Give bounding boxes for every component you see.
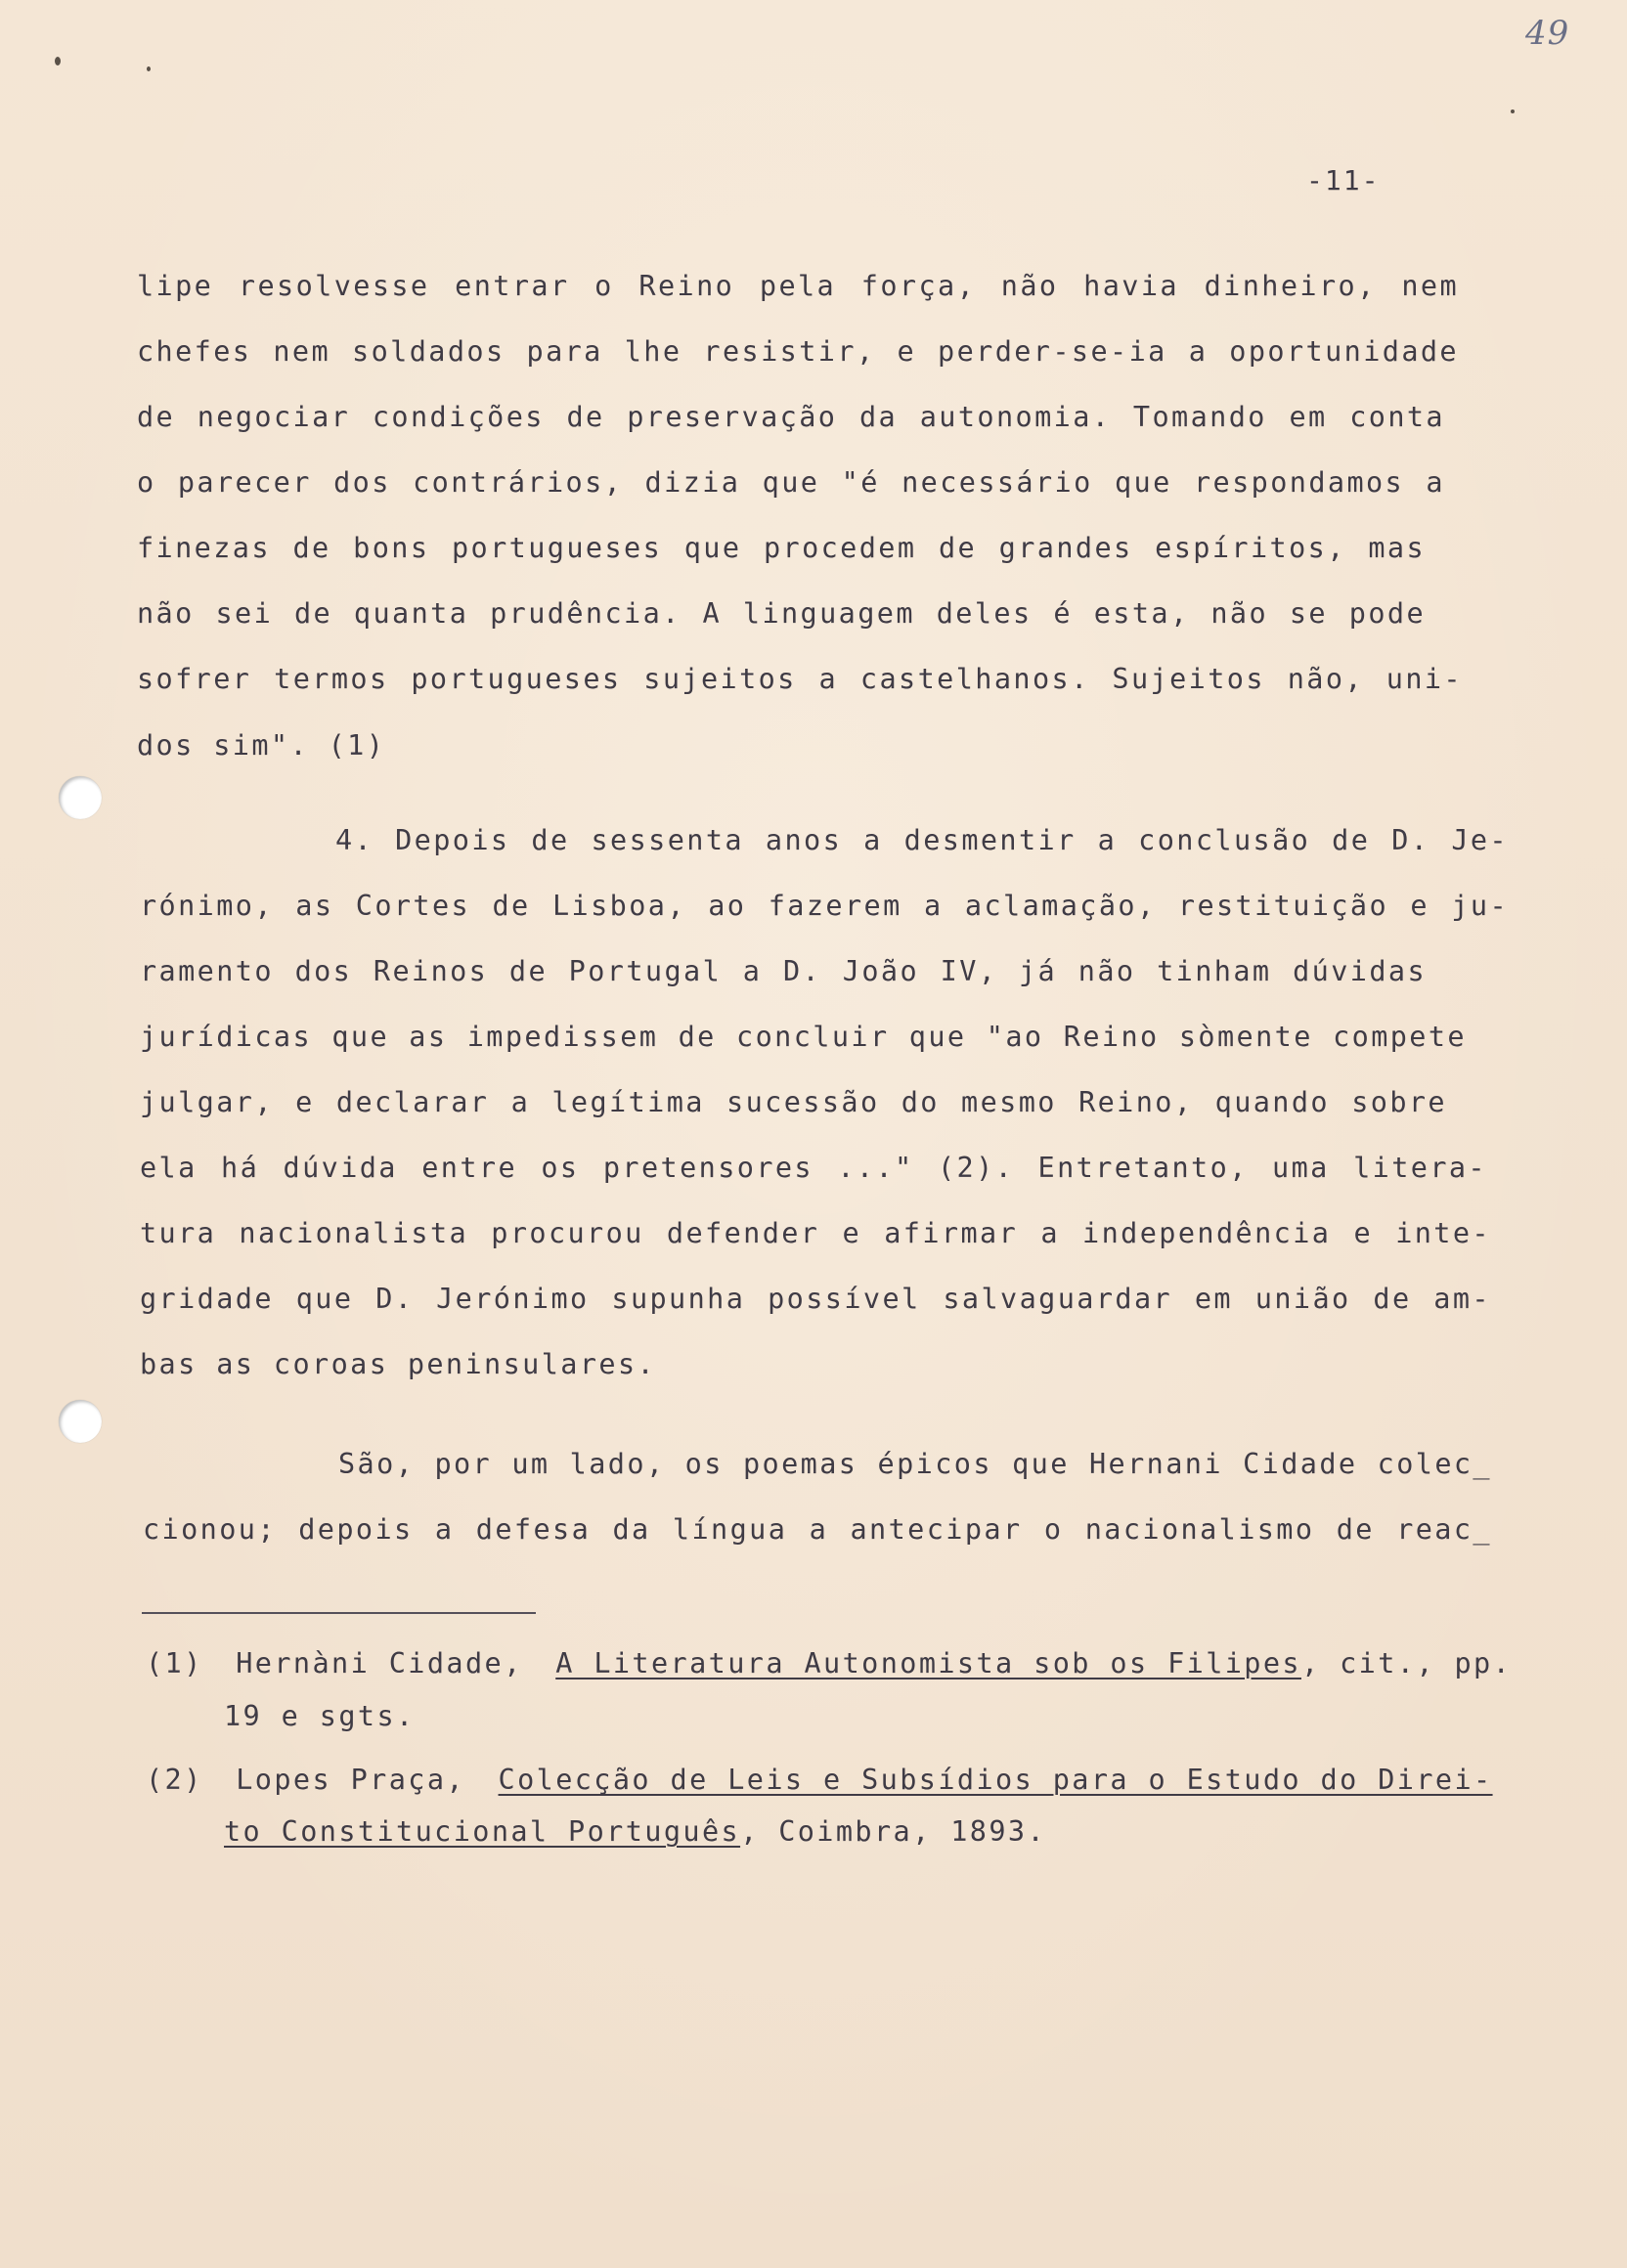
body-line: finezas de bons portugueses que procedem de grandes espíritos, mas bbox=[137, 532, 1426, 564]
punch-hole bbox=[59, 1400, 102, 1443]
body-line: lipe resolvesse entrar o Reino pela força, não havia dinheiro, nem bbox=[137, 270, 1459, 302]
ink-speck bbox=[1511, 109, 1515, 113]
body-line: julgar, e declarar a legítima sucessão do mesmo Reino, quando sobre bbox=[140, 1086, 1447, 1118]
handwritten-archive-number: 49 bbox=[1525, 14, 1570, 53]
body-line: bas as coroas peninsulares. bbox=[140, 1348, 657, 1380]
footnote-2-line-2 bbox=[224, 1814, 1046, 1850]
footnote-1-line-2: 19 e sgts. bbox=[224, 1700, 416, 1732]
body-line: tura nacionalista procurou defender e afirmar a independência e inte- bbox=[140, 1217, 1491, 1249]
footnote-marker: (1) bbox=[146, 1647, 203, 1679]
footnote-citation: , cit., pp. bbox=[1300, 1647, 1513, 1679]
body-line: o parecer dos contrários, dizia que "é necessário que respondamos a bbox=[137, 466, 1445, 499]
body-line: ela há dúvida entre os pretensores ..." (2). Entretanto, uma litera- bbox=[140, 1152, 1487, 1184]
body-line: São, por um lado, os poemas épicos que Hernani Cidade colec_ bbox=[338, 1448, 1492, 1480]
ink-speck bbox=[55, 57, 61, 65]
footnote-title-continued: to Constitucional Português bbox=[224, 1815, 741, 1848]
body-line: de negociar condições de preservação da autonomia. Tomando em conta bbox=[137, 401, 1445, 433]
punch-hole bbox=[59, 776, 102, 819]
body-line: jurídicas que as impedissem de concluir que "ao Reino sòmente compete bbox=[140, 1021, 1467, 1053]
footnote-1-line-1 bbox=[146, 1646, 1512, 1681]
body-line: cionou; depois a defesa da língua a antecipar o nacionalismo de reac_ bbox=[143, 1513, 1492, 1546]
footnote-title: A Literatura Autonomista sob os Filipes bbox=[555, 1647, 1301, 1679]
body-line: gridade que D. Jerónimo supunha possível salvaguardar em união de am- bbox=[140, 1283, 1491, 1315]
body-line: chefes nem soldados para lhe resistir, e perder-se-ia a oportunidade bbox=[137, 335, 1459, 368]
page-number: -11- bbox=[1306, 164, 1381, 196]
body-line: ramento dos Reinos de Portugal a D. João IV, já não tinham dúvidas bbox=[140, 955, 1427, 987]
footnote-marker: (2) bbox=[146, 1764, 203, 1796]
body-line: rónimo, as Cortes de Lisboa, ao fazerem a aclamação, restituição e ju- bbox=[140, 890, 1509, 922]
body-line: 4. Depois de sessenta anos a desmentir a conclusão de D. Je- bbox=[335, 824, 1509, 856]
footnote-author: Hernàni Cidade, bbox=[236, 1647, 523, 1679]
ink-speck bbox=[147, 66, 151, 71]
footnote-citation: , Coimbra, 1893. bbox=[740, 1815, 1047, 1848]
footnote-2-line-1 bbox=[146, 1763, 1493, 1798]
footnote-separator bbox=[142, 1612, 536, 1614]
body-line: não sei de quanta prudência. A linguagem deles é esta, não se pode bbox=[137, 597, 1426, 630]
footnote-title: Colecção de Leis e Subsídios para o Estudo do Direi- bbox=[498, 1764, 1493, 1796]
footnote-author: Lopes Praça, bbox=[236, 1764, 465, 1796]
body-line: dos sim". (1) bbox=[137, 729, 386, 762]
body-line: sofrer termos portugueses sujeitos a castelhanos. Sujeitos não, uni- bbox=[137, 663, 1463, 695]
